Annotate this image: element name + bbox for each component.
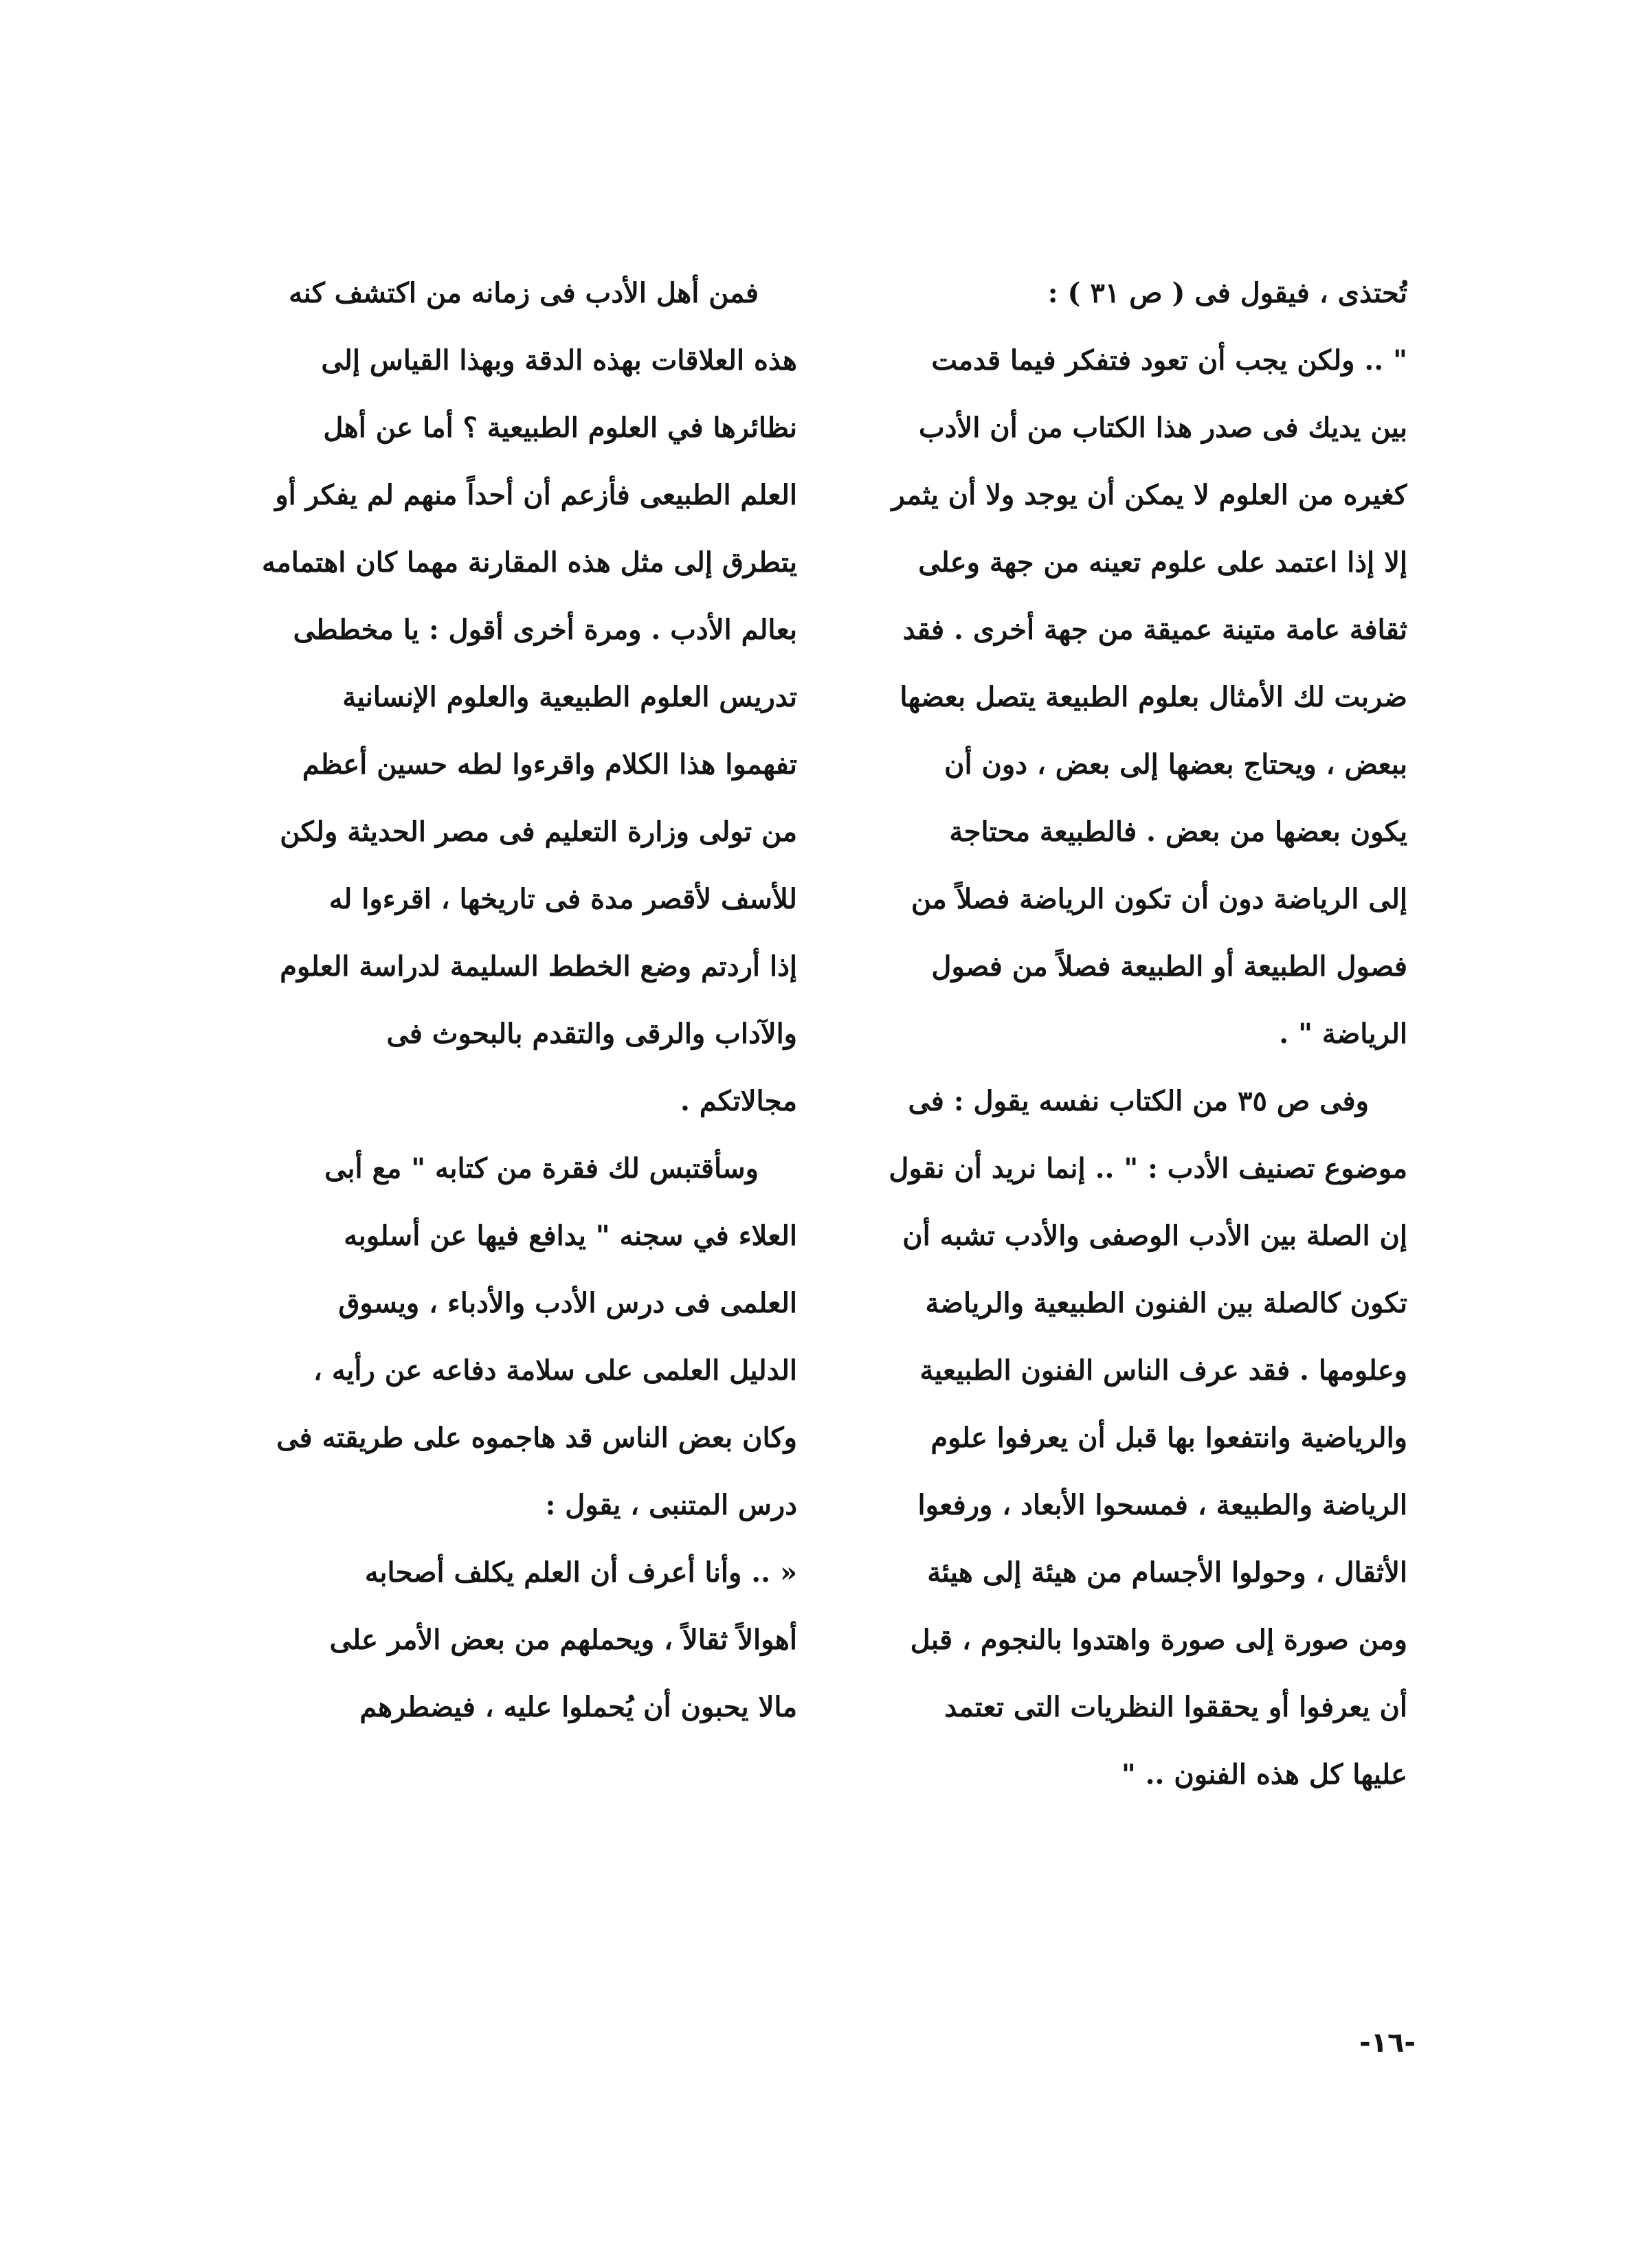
text-line: نظائرها في العلوم الطبيعية ؟ أما عن أهل [323,412,797,444]
text-line: يتطرق إلى مثل هذه المقارنة مهما كان اهتمامه [261,546,797,579]
text-line: إلى الرياضة دون أن تكون الرياضة فصلاً من [911,883,1407,915]
right-text-column [864,260,1407,1808]
text-line: إلا إذا اعتمد على علوم تعينه من جهة وعلى [918,546,1407,579]
text-line: تدريس العلوم الطبيعية والعلوم الإنسانية [342,681,797,713]
text-line: ضربت لك الأمثال بعلوم الطبيعة يتصل بعضها [900,681,1407,713]
text-line: ثقافة عامة متينة عميقة من جهة أخرى . فقد [902,614,1407,646]
text-line: من تولى وزارة التعليم فى مصر الحديثة ولكن [280,816,797,848]
text-line: « .. وأنا أعرف أن العلم يكلف أصحابه [364,1556,797,1589]
text-line: إن الصلة بين الأدب الوصفى والأدب تشبه أن [902,1220,1407,1252]
text-line: للأسف لأقصر مدة فى تاريخها ، اقرءوا له [328,883,797,915]
text-line: درس المتنبى ، يقول : [545,1489,797,1521]
page-number: -١٦- [1359,2027,1416,2059]
text-line: وفى ص ٣٥ من الكتاب نفسه يقول : فى [908,1085,1369,1117]
text-line: وكان بعض الناس قد هاجموه على طريقته فى [276,1422,797,1454]
text-line: فمن أهل الأدب فى زمانه من اكتشف كنه [289,277,759,309]
text-line: الأثقال ، وحولوا الأجسام من هيئة إلى هيئة [927,1556,1407,1589]
text-line: عليها كل هذه الفنون .. " [1121,1758,1407,1791]
text-line: العلمى فى درس الأدب والأدباء ، ويسوق [338,1287,797,1319]
text-line: مجالاتكم . [680,1085,797,1117]
left-text-column [247,260,797,1741]
text-line: الرياضة والطبيعة ، فمسحوا الأبعاد ، ورفعوا [917,1489,1407,1521]
text-line: أن يعرفوا أو يحققوا النظريات التى تعتمد [944,1691,1407,1723]
text-line: الرياضة " . [1279,1018,1407,1050]
text-line: بين يديك فى صدر هذا الكتاب من أن الأدب [918,412,1407,444]
text-line: ببعض ، ويحتاج بعضها إلى بعض ، دون أن [944,748,1407,781]
text-line: موضوع تصنيف الأدب : " .. إنما نريد أن نقول [889,1152,1407,1185]
text-line: أهوالاً ثقالاً ، ويحملهم من بعض الأمر على [329,1624,797,1656]
text-line: مالا يحبون أن يُحملوا عليه ، فيضطرهم [359,1691,797,1723]
text-line: العلم الطبيعى فأزعم أن أحداً منهم لم يفكر أو [275,479,797,511]
text-line: تفهموا هذا الكلام واقرءوا لطه حسين أعظم [302,748,797,781]
text-line: يكون بعضها من بعض . فالطبيعة محتاجة [949,816,1407,848]
text-line: تكون كالصلة بين الفنون الطبيعية والرياضة [925,1287,1407,1319]
text-line: بعالم الأدب . ومرة أخرى أقول : يا مخططى [293,614,797,646]
text-line: والآداب والرقى والتقدم بالبحوث فى [386,1018,797,1050]
text-line: والرياضية وانتفعوا بها قبل أن يعرفوا علوم [930,1422,1407,1454]
text-line: فصول الطبيعة أو الطبيعة فصلاً من فصول [931,950,1407,983]
text-line: " .. ولكن يجب أن تعود فتفكر فيما قدمت [931,344,1407,377]
text-line: ومن صورة إلى صورة واهتدوا بالنجوم ، قبل [910,1624,1407,1656]
text-line: تُحتذى ، فيقول فى ( ص ٣١ ) : [1047,277,1407,309]
text-line: كغيره من العلوم لا يمكن أن يوجد ولا أن يثمر [891,479,1407,511]
text-line: إذا أردتم وضع الخطط السليمة لدراسة العلوم [280,950,797,983]
text-line: وعلومها . فقد عرف الناس الفنون الطبيعية [919,1354,1407,1387]
text-line: العلاء في سجنه " يدافع فيها عن أسلوبه [344,1220,797,1252]
text-line: هذه العلاقات بهذه الدقة وبهذا القياس إلى [321,344,797,377]
text-line: الدليل العلمى على سلامة دفاعه عن رأيه ، [313,1354,797,1387]
text-line: وسأقتبس لك فقرة من كتابه " مع أبى [324,1152,759,1185]
